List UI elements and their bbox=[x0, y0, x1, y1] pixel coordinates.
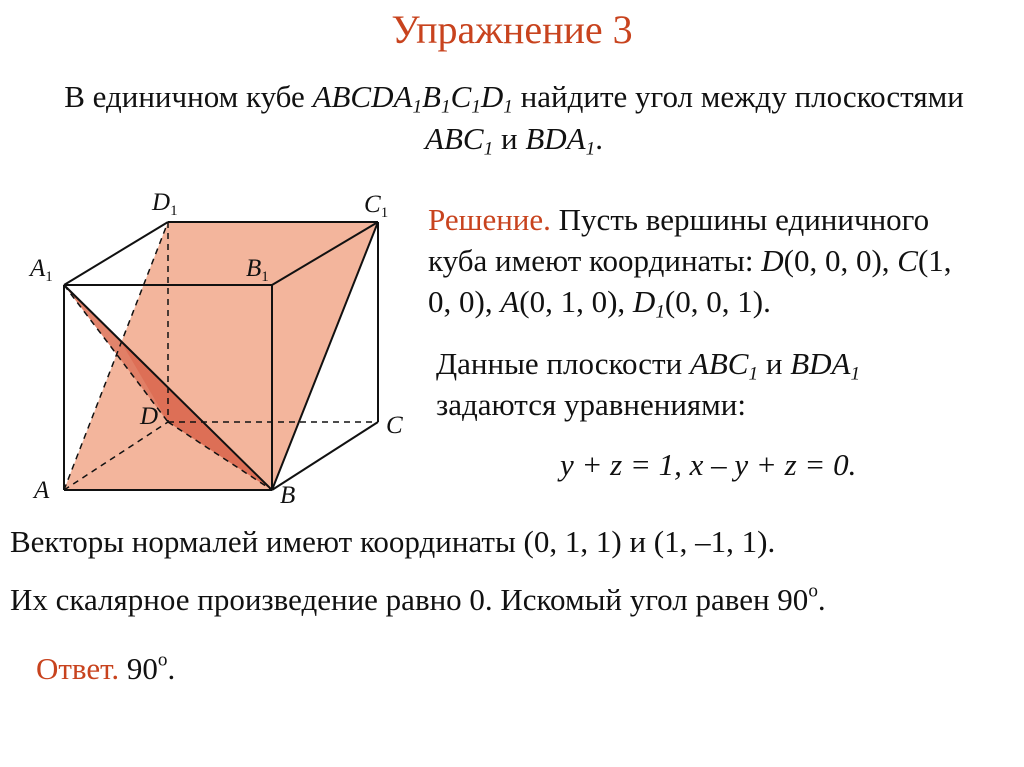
vertex-label-a: A bbox=[34, 477, 50, 504]
vertex-label-a1: $A_1$ bbox=[30, 255, 53, 285]
cube-figure bbox=[0, 0, 420, 520]
planes-text: Данные плоскости $ABC_1$ и $BDA_1$ задаются уравнениями: bbox=[436, 346, 861, 422]
normals-text: Векторы нормалей имеют координаты (0, 1, 1) и (1, –1, 1). bbox=[10, 524, 776, 559]
vertex-label-d: D bbox=[140, 403, 159, 430]
vertex-label-c: C bbox=[386, 412, 403, 439]
solution-text: Решение. Пусть вершины единичного куба имеют координаты: D(0, 0, 0), C(1, 0, 0), A(0, 1, 0), $D_1(0$, 0, 1). bbox=[428, 202, 952, 323]
vertex-label-b: B bbox=[280, 482, 296, 509]
plane-equations: y + z = 1, x – y + z = 0. bbox=[560, 447, 857, 482]
vertex-label-d1: $D_1$ bbox=[152, 189, 178, 219]
vertex-label-b1: $B_1$ bbox=[246, 255, 269, 285]
task-statement: В единичном кубе $ABCDA_1B_1C_1D_1$ найдите угол между плоскостями $ABC_1$ и $BDA_1$. bbox=[64, 79, 964, 160]
solution-label: Решение. bbox=[428, 202, 551, 237]
answer-label: Ответ. bbox=[36, 651, 120, 686]
product-text: Их скалярное произведение равно 0. Искомый угол равен 90$^o$. bbox=[10, 580, 826, 617]
vertex-label-c1: $C_1$ bbox=[364, 191, 389, 221]
page-title: Упражнение 3 bbox=[391, 7, 633, 52]
answer-text: Ответ. 90$^o$. bbox=[36, 649, 176, 686]
